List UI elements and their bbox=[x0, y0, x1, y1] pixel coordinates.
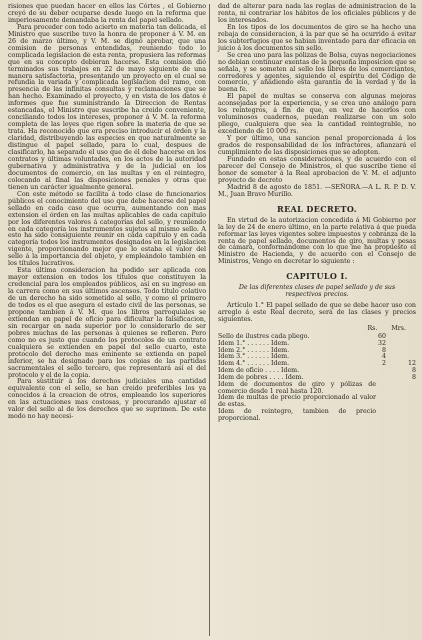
paragraph: Fundado en estas consideraciones, y de acuerdo con el parecer del Consejo de Ministros, el que suscribe tiene el honor de someter á la Real aprobacion de V. M. el adjunto proyecto de decreto bbox=[218, 155, 416, 184]
row-rs: 32 bbox=[378, 339, 386, 347]
row-label: Idem de documentos de giro y pólizas de comercio desde 1 real hasta 120. bbox=[218, 380, 376, 395]
paragraph: En los tipos de los documentos de giro se ha hecho una rebaja de consideracion, á la par que se ha ocurrido á evitar los subterfugios que se habian inventado para dar eficacia en juicio á los documentos sin sello. bbox=[218, 23, 416, 52]
decree-heading: REAL DECRETO. bbox=[277, 203, 357, 214]
row-label: Idem 4.° . . . . . . Idem. bbox=[218, 360, 290, 368]
row-mrs bbox=[400, 348, 416, 355]
paragraph: Y por último, una sancion penal proporcionada á los grados de responsabilidad de los infractores, afianzará el cumplimiento de las disposiciones que se adopten. bbox=[218, 135, 416, 157]
table-row bbox=[218, 395, 416, 409]
row-label: Sello de ilustres cada pliego. bbox=[218, 332, 310, 340]
table-row bbox=[218, 409, 416, 423]
row-label: Idem 2.° . . . . . . Idem. bbox=[218, 346, 290, 354]
tariff-header bbox=[218, 326, 406, 333]
table-row bbox=[218, 382, 416, 396]
signature-line: Madrid 8 de agosto de 1851. —SEÑORA.—A L. R. P. D. V. M., Juan Bravo Murillo. bbox=[218, 183, 416, 198]
row-label: Idem 1.° . . . . . . Idem. bbox=[218, 339, 290, 347]
left-column bbox=[8, 4, 206, 636]
paragraph: Esta última consideracion ha podido ser aplicada con mayor extension en todos los títulos que constituyen la credencial para los empleados públicos, así en su ingreso en la carrera como en sus últimos ascensos. Todo título colativo de un derecho ha sido sometido al sello, y como el primero de todos es el que asegura el estado civil de las personas, se propone tambien á V. M. que los libros parroquiales se extiendan en papel de oficio para dificultar la falsificacion, sin recargar en nada superior por lo considerarlo de ser pobres muchas de las personas á quienes se refieren. Pero como no es justo que cuando los protocolos de un contrato cualquiera se extienden en papel del sello cuarto, este protocolo del derecho mas eminente se extienda en papel inferior, se ha designado para los copias de las partidas sacramentales el sello tercero, que representará así el del protocolo y el de la copia. bbox=[8, 267, 206, 379]
row-rs bbox=[366, 368, 400, 375]
row-label: Idem de reintegro, tambien de precio proporcional. bbox=[218, 408, 376, 423]
rs-header: Rs. bbox=[367, 324, 378, 332]
row-rs: 8 bbox=[382, 346, 386, 354]
paragraph: risiones que puedan hacer en ellos las Córtes , el Gobierno creyó de su deber ocuparse desde luego en la reforma que imperiosamente demandaba la renta del papel sellado. bbox=[8, 3, 206, 24]
tariff-table bbox=[218, 334, 416, 423]
row-label: Idem de oficio . . . . Idem. bbox=[218, 367, 300, 375]
row-rs: 2 bbox=[382, 360, 386, 368]
row-mrs: 8 bbox=[412, 373, 416, 381]
column-divider bbox=[209, 4, 210, 636]
right-column bbox=[218, 4, 416, 636]
decree-body: En virtud de la autorizacion concedida á Mi Gobierno por la ley de 24 de enero último, en la parte relativa á que pueda reformar las leyes vigentes sobre impuestos y cobranza de la renta de papel sellado, documentos de giro, multas y pesas de cámara, conformándome con lo que me ha propuesto el Ministro de Hacienda, y de acuerdo con el Consejo de Ministros, Vengo en decretar lo siguiente : bbox=[218, 216, 416, 266]
row-mrs bbox=[400, 341, 416, 348]
row-mrs: 8 bbox=[412, 367, 416, 375]
paragraph: Para proceder con todo acierto en materia tan delicada, el Ministro que suscribe tuvo la honra de proponer á V. M. en 26 de marzo último, y V. M. se dignó aprobar, que una comision de personas entendidas, reuniendo todo lo complicada legislacion de esta renta, propusiera las reformas que en su concepto debieran hacerse. Esta comision dió terminados sus trabajos en 22 de mayo siguiente de una manera satisfactoria, presentando un proyecto en el cual se refundia la variada y complicada legislacion del ramo, con presencia de las infinitas consultas y reclamaciones que se han hecho. Examinado el proyecto, y en vista de los datos é informes que fue suministrando la Direccion de Rentas estancadas, el Ministro que suscribe ha creido conveniente, conciliando todos los intereses, proponer á V. M. la reforma completa de las leyes que rigen sobre la materia de que se trata. Ha reconocido que era preciso introducir el órden y la claridad, distribuyendo las especies en que naturalmente se distingue el papel sellado, para lo cual, despues de clasificarlo, ha separado el uso que de él debe hacerse en los contratos y últimas voluntades, en los actos de la autoridad gubernativa y administrativa y de la judicial en los documentos de comercio, en las multas y en el reintegro, colocando al final las disposiciones penales y otras que tienen un carácter igualmente general. bbox=[8, 23, 206, 191]
chapter-heading: CAPITULO I. bbox=[286, 271, 348, 282]
mrs-header: Mrs. bbox=[391, 324, 406, 332]
paragraph: El papel de multas se conserva con algunas mejoras aconsejadas por la experiencia, y se crea uno análogo para los reintegros, á fin de que, en vez de hacerlos con voluminosos cuadernos, puedan realizarse con un solo pliego, cualquiera que sea la cantidad reintegrable, no excediendo de 10 000 rs. bbox=[218, 93, 416, 136]
paragraph: Se crea uno para las pólizas de Bolsa, cuyas negociaciones no debian continuar exentas de la pequeña imposicion que se señala, y se someten al sello los libros de los comerciantes, corredores y agentes, siguiendo el espíritu del Código de comercio, y añadiendo esta garantía de la verdad y de la buena fe. bbox=[218, 51, 416, 94]
paragraph: Con este método se facilita á todo clase de funcionarios públicos el conocimiento del uso que debe hacerse del papel sellado en cada caso que ocurra, aumentando con mas extension el órden en las multas aplicables de cada capítulo por los diferentes valores á categorías del sello, y reuniendo en cada categoría los instrumentos sujetos al mismo sello. A esto ha sido consiguiente reunir en cada capítulo y en cada categoría todos los instrumentos designados en la legislacion vigente, proporcionando mejor que lo estaba el valor del sello á la importancia del objeto, y empleándolo también en los títulos lucrativos. bbox=[8, 190, 206, 268]
row-mrs: 12 bbox=[408, 360, 416, 368]
paragraph: dad de alterar para nada las reglas de administracion de la renta, ni contrariar los hábitos de los oficiales públicos y de los interesados. bbox=[218, 3, 416, 24]
row-mrs bbox=[400, 334, 416, 341]
article-text: Artículo 1.° El papel sellado de que se debe hacer uso con arreglo á este Real decreto, será de las clases y precios siguientes. bbox=[218, 302, 416, 323]
chapter-subtitle: De las diferentes clases de papel sellado y de sus respectivos precios. bbox=[238, 284, 396, 299]
row-label: Idem 3.° . . . . . . Idem. bbox=[218, 353, 290, 361]
row-rs: 60 bbox=[378, 332, 386, 340]
row-label: Idem de multas de precio proporcionado al valor de estas. bbox=[218, 394, 376, 409]
row-rs: 4 bbox=[382, 353, 386, 361]
paragraph: Para sustituir á los derechos judiciales una cantidad equivalente con el sello, se han creido preferibles los ya conocidos á la creacion de otros, empleando los superiores en las actuaciones mas costosas, y procurando ajustar el valor del sello al de los derechos que se suprimen. De este modo no hay necesi- bbox=[8, 378, 206, 421]
row-label: Idem de pobres . . . . Idem. bbox=[218, 373, 304, 381]
